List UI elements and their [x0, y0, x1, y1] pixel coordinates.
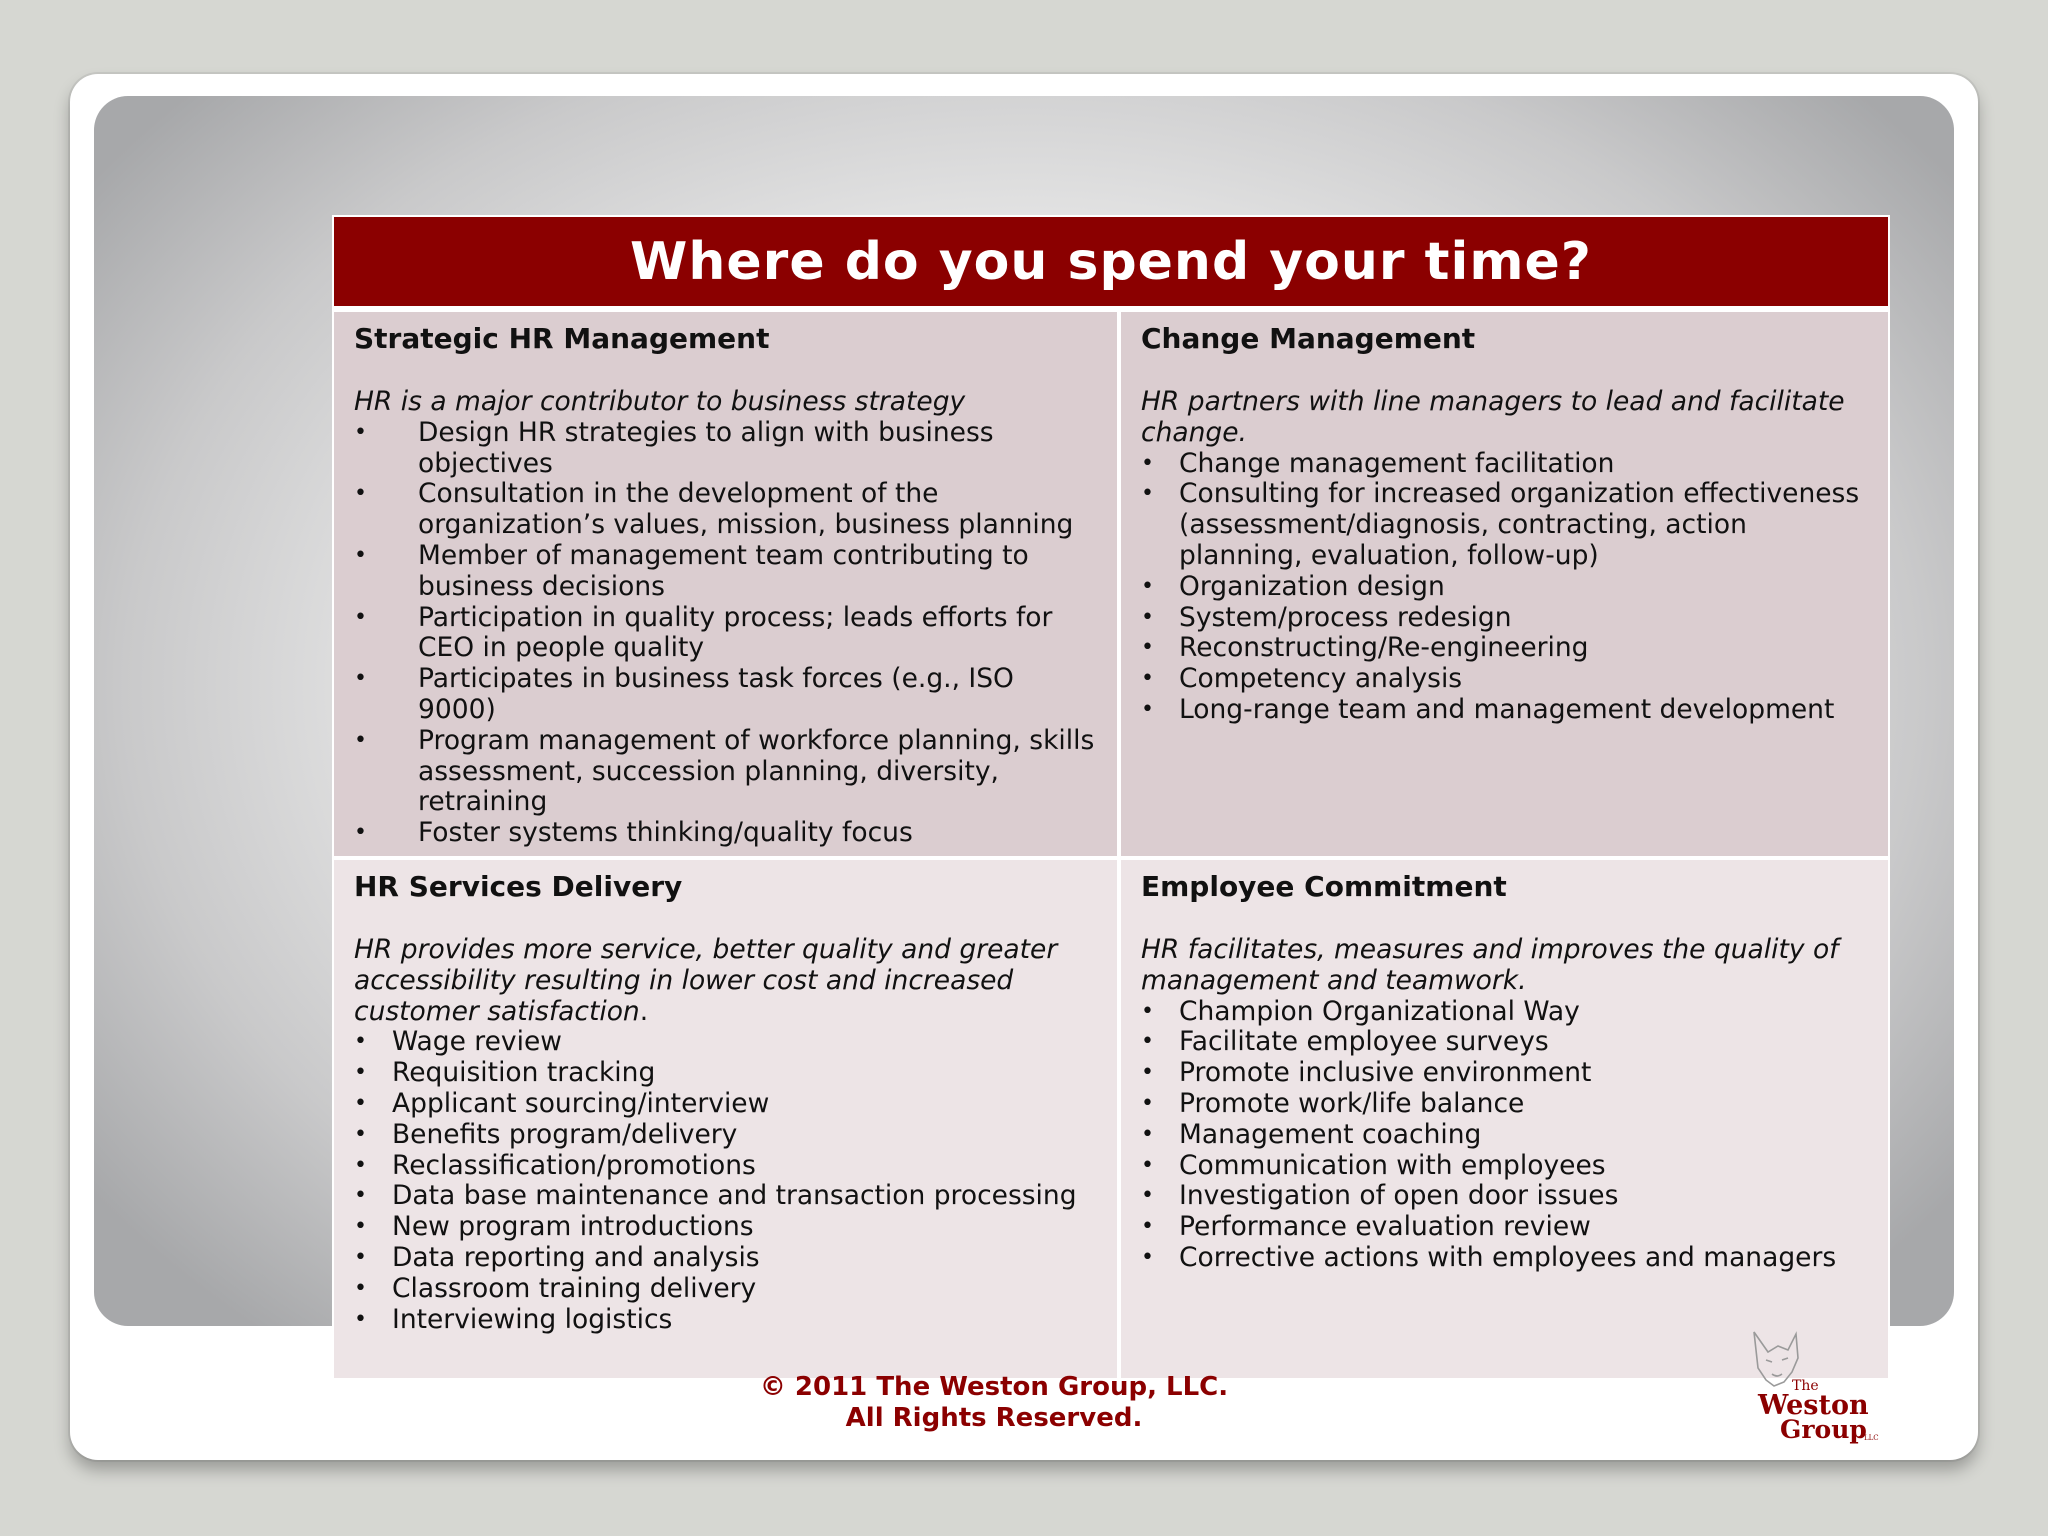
list-item: • Organization design [1141, 570, 1445, 602]
bullet-icon: • [354, 727, 367, 753]
bullet-icon: • [1141, 573, 1154, 599]
bullet-icon: • [354, 1121, 367, 1147]
bullet-icon: • [354, 1275, 367, 1301]
logo-text-weston: Weston [1758, 1390, 1869, 1421]
bullet-icon: • [1141, 1214, 1154, 1240]
content-panel [94, 96, 1954, 1335]
bullet-list [1141, 997, 1870, 1274]
bullet-icon: • [1141, 1244, 1154, 1270]
logo-text-the: The [1792, 1378, 1819, 1394]
list-item: • Applicant sourcing/interview [354, 1087, 770, 1119]
bullet-icon: • [1141, 696, 1154, 722]
bullet-icon: • [354, 1090, 367, 1116]
bullet-icon: • [1141, 1183, 1154, 1209]
quadrant-heading: Change Management [1141, 322, 1476, 355]
bullet-icon: • [1141, 450, 1154, 476]
list-item: • New program introductions [354, 1211, 754, 1243]
rights-line: All Rights Reserved. [845, 1403, 1143, 1433]
quadrant-description: HR facilitates, measures and improves the quality of management and teamwork. [1141, 934, 1839, 996]
bullet-icon: • [1141, 666, 1154, 692]
bullet-icon: • [1141, 635, 1154, 661]
bullet-icon: • [354, 1060, 367, 1086]
list-item: • Investigation of open door issues [1141, 1180, 1619, 1212]
bullet-icon: • [354, 542, 367, 568]
list-item: • Participation in quality process; leads efforts for CEO in people quality [354, 601, 1053, 664]
bullet-icon: • [354, 1306, 367, 1332]
list-item: • Champion Organizational Way [1141, 995, 1580, 1027]
list-item: • Consultation in the development of the organization’s values, mission, business planning [354, 478, 1074, 541]
bullet-icon: • [1141, 604, 1154, 630]
list-item: • Corrective actions with employees and managers [1141, 1241, 1837, 1273]
bullet-icon: • [1141, 1121, 1154, 1147]
copyright-footer [0, 1372, 2048, 1434]
logo-text-group: Group [1780, 1415, 1867, 1444]
list-item: • Promote work/life balance [1141, 1087, 1525, 1119]
weston-group-logo [1744, 1328, 1894, 1448]
quadrant-hr-services [334, 860, 1117, 1378]
quadrant-description: HR is a major contributor to business strategy [354, 386, 966, 417]
bullet-icon: • [354, 1029, 367, 1055]
list-item: • Long-range team and management development [1141, 693, 1835, 725]
list-item: • Design HR strategies to align with business objectives [354, 416, 994, 479]
list-item: • Communication with employees [1141, 1149, 1606, 1181]
bullet-icon: • [354, 419, 367, 445]
bullet-icon: • [1141, 998, 1154, 1024]
bullet-icon: • [354, 1152, 367, 1178]
list-item: • System/process redesign [1141, 601, 1512, 633]
bullet-list [1141, 449, 1870, 726]
title-bar [334, 217, 1888, 306]
slide-title: Where do you spend your time? [630, 231, 1592, 292]
list-item: • Facilitate employee surveys [1141, 1026, 1549, 1058]
bullet-list [354, 418, 1099, 849]
list-item: • Competency analysis [1141, 663, 1463, 695]
list-item: • Performance evaluation review [1141, 1211, 1591, 1243]
list-item: • Consulting for increased organization effectiveness (assessment/diagnosis, contracting, action planning, evaluation, follow-up) [1141, 478, 1860, 571]
list-item: • Data reporting and analysis [354, 1241, 760, 1273]
bullet-icon: • [354, 1183, 367, 1209]
bullet-icon: • [354, 666, 367, 692]
list-item: • Participates in business task forces (e.g., ISO 9000) [354, 663, 1014, 725]
list-item: • Classroom training delivery [354, 1272, 757, 1304]
list-item: • Member of management team contributing to business decisions [354, 539, 1029, 602]
bullet-icon: • [1141, 1090, 1154, 1116]
quadrant-heading: Strategic HR Management [354, 322, 770, 355]
list-item: • Requisition tracking [354, 1057, 656, 1089]
bullet-icon: • [354, 1244, 367, 1270]
bullet-icon: • [1141, 481, 1154, 507]
list-item: • Change management facilitation [1141, 447, 1615, 479]
fox-head-icon [1744, 1328, 1894, 1448]
list-item: • Wage review [354, 1026, 562, 1058]
list-item: • Benefits program/delivery [354, 1118, 738, 1150]
bullet-icon: • [354, 481, 367, 507]
list-item: • Reclassification/promotions [354, 1149, 756, 1181]
list-item: • Management coaching [1141, 1118, 1482, 1150]
list-item: • Foster systems thinking/quality focus [354, 817, 913, 849]
copyright-line: © 2011 The Weston Group, LLC. [759, 1372, 1229, 1402]
quadrant-heading: Employee Commitment [1141, 870, 1507, 903]
logo-text-llc: LLC [1864, 1434, 1879, 1442]
bullet-icon: • [354, 820, 367, 846]
bullet-list [354, 1027, 1099, 1335]
bullet-icon: • [1141, 1060, 1154, 1086]
quadrant-strategic-hr [334, 312, 1117, 856]
quadrant-description: HR partners with line managers to lead and facilitate change. [1141, 386, 1845, 448]
quadrant-description: HR provides more service, better quality and greater accessibility resulting in lower cost and increased customer satisfaction. [354, 934, 1058, 1027]
quadrant-table [332, 215, 1890, 1382]
quadrant-change-management [1121, 312, 1888, 856]
list-item: • Data base maintenance and transaction processing [354, 1180, 1077, 1212]
bullet-icon: • [1141, 1152, 1154, 1178]
bullet-icon: • [354, 604, 367, 630]
list-item: • Program management of workforce planning, skills assessment, succession planning, diversity, retraining [354, 724, 1095, 818]
bullet-icon: • [1141, 1029, 1154, 1055]
list-item: • Interviewing logistics [354, 1303, 673, 1335]
quadrant-heading: HR Services Delivery [354, 870, 683, 903]
list-item: • Promote inclusive environment [1141, 1057, 1592, 1089]
quadrant-employee-commitment [1121, 860, 1888, 1378]
bullet-icon: • [354, 1214, 367, 1240]
list-item: • Reconstructing/Re-engineering [1141, 632, 1589, 664]
